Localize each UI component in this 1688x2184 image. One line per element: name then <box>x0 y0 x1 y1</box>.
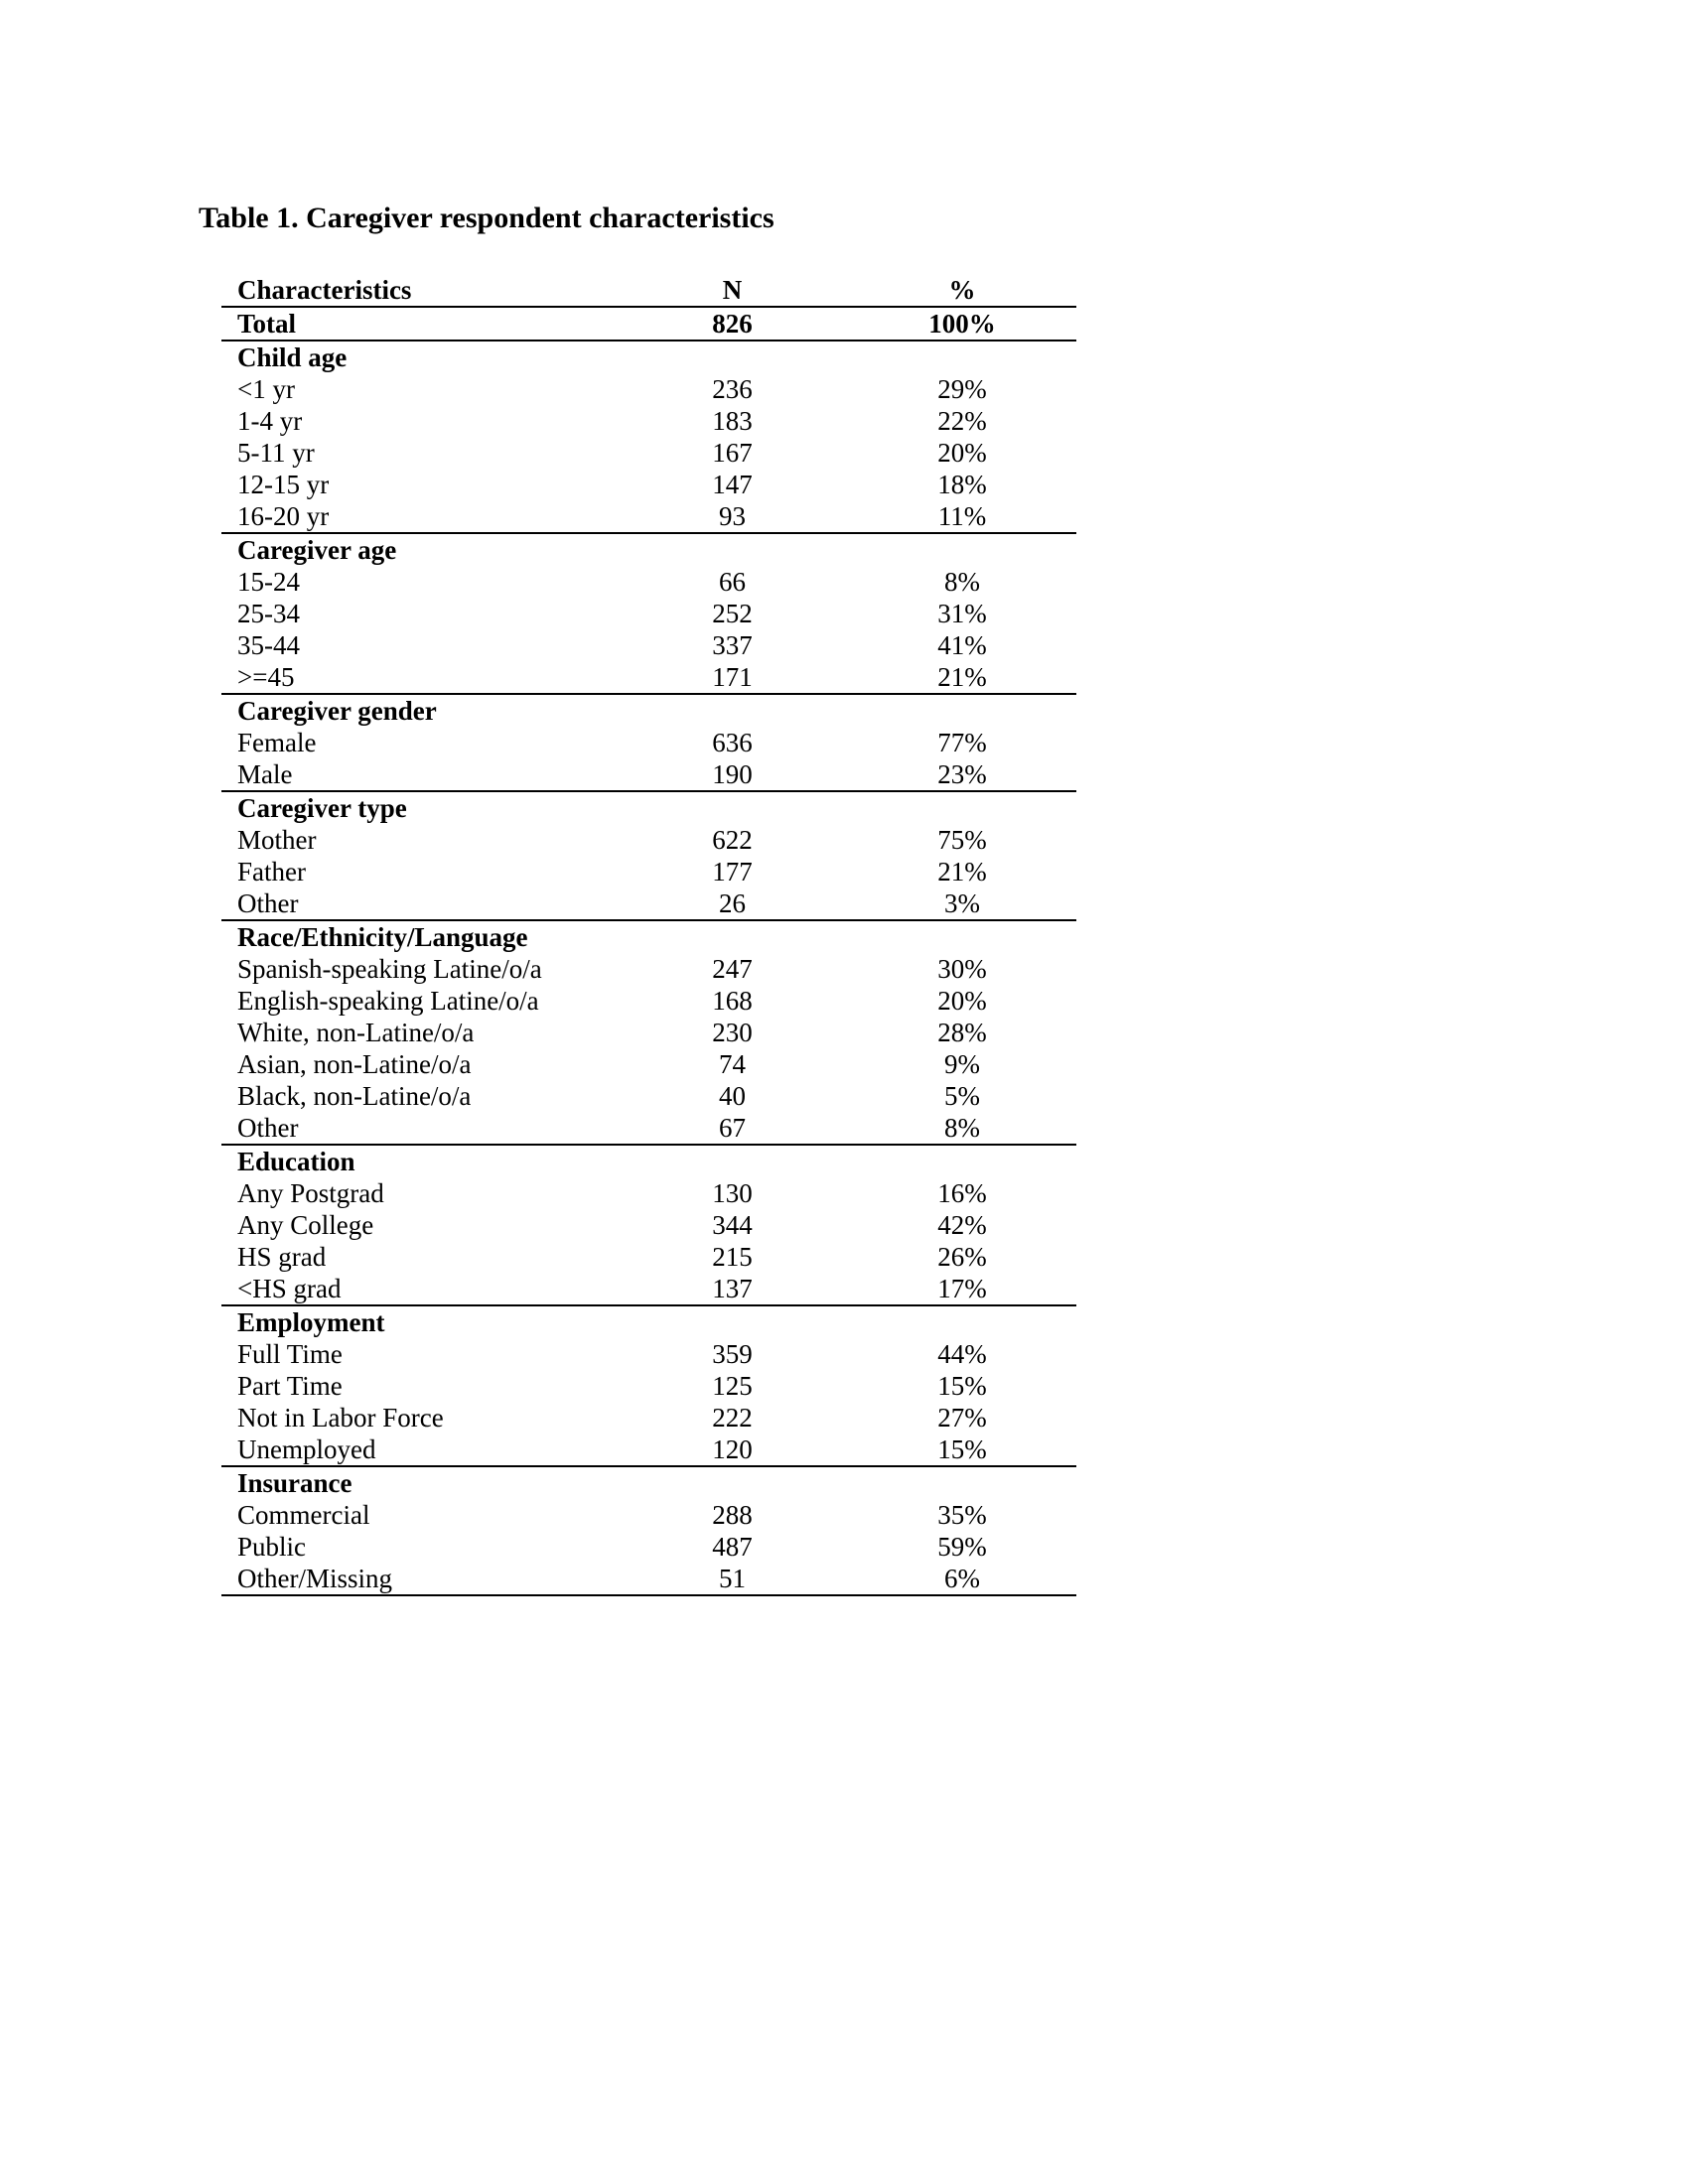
row-label: Mother <box>237 825 317 855</box>
row-percent: 18% <box>937 470 987 499</box>
row-percent: 5% <box>944 1081 980 1111</box>
row-label: Part Time <box>237 1371 343 1401</box>
group-header-empty-cell <box>848 1145 1076 1177</box>
table-row <box>221 1563 1076 1595</box>
row-percent: 75% <box>937 825 987 855</box>
row-percent: 3% <box>848 887 1076 920</box>
row-n: 622 <box>712 825 753 855</box>
page-title: Table 1. Caregiver respondent characteristics <box>199 202 774 234</box>
group-header-row <box>221 1466 1076 1499</box>
row-n: 359 <box>712 1339 753 1369</box>
row-label: >=45 <box>221 661 617 694</box>
group-header-row <box>221 341 1076 373</box>
row-n: 74 <box>719 1049 746 1079</box>
group-header-empty-cell <box>617 1466 848 1499</box>
row-n: 167 <box>712 438 753 468</box>
table-row <box>221 661 1076 694</box>
group-header: Employment <box>237 1307 385 1337</box>
row-n: 344 <box>712 1210 753 1240</box>
header-row <box>221 274 1076 307</box>
row-n: 168 <box>712 986 753 1016</box>
row-percent: 8% <box>944 567 980 597</box>
row-label: Commercial <box>237 1500 370 1530</box>
group-header-empty-cell <box>617 341 848 373</box>
row-percent: 28% <box>937 1018 987 1047</box>
table-row <box>221 500 1076 533</box>
row-percent: 26% <box>937 1242 987 1272</box>
row-n: 177 <box>712 857 753 887</box>
row-percent: 27% <box>937 1403 987 1433</box>
row-percent: 21% <box>848 661 1076 694</box>
table-row <box>221 405 1076 437</box>
row-n: 26 <box>617 887 848 920</box>
total-label: Total <box>221 307 617 341</box>
total-row <box>221 307 1076 341</box>
table-row <box>221 727 1076 758</box>
characteristics-table <box>221 274 1076 1596</box>
table-row <box>221 1017 1076 1048</box>
table-row <box>221 1402 1076 1433</box>
row-label: White, non-Latine/o/a <box>237 1018 475 1047</box>
header-n: N <box>617 274 848 307</box>
group-header-empty-cell <box>617 1305 848 1338</box>
row-percent: 29% <box>937 374 987 404</box>
table-row <box>221 629 1076 661</box>
row-label: <1 yr <box>237 374 295 404</box>
table-row <box>221 437 1076 469</box>
row-label: Father <box>237 857 306 887</box>
group-header: Insurance <box>237 1468 352 1498</box>
table-row <box>221 824 1076 856</box>
group-header-row <box>221 1145 1076 1177</box>
table-row <box>221 1273 1076 1305</box>
header-characteristics: Characteristics <box>221 274 617 307</box>
row-label: Asian, non-Latine/o/a <box>237 1049 472 1079</box>
row-label: English-speaking Latine/o/a <box>237 986 539 1016</box>
row-label: Spanish-speaking Latine/o/a <box>237 954 542 984</box>
row-n: 230 <box>712 1018 753 1047</box>
table-row <box>221 887 1076 920</box>
header-percent: % <box>848 274 1076 307</box>
table-row <box>221 1241 1076 1273</box>
row-label: 1-4 yr <box>237 406 303 436</box>
group-header-empty-cell <box>617 920 848 953</box>
row-n: 171 <box>617 661 848 694</box>
row-percent: 77% <box>937 728 987 757</box>
total-n: 826 <box>617 307 848 341</box>
table-body <box>221 307 1076 1595</box>
table-row <box>221 758 1076 791</box>
row-label: Full Time <box>237 1339 343 1369</box>
group-header-row <box>221 533 1076 566</box>
row-percent: 35% <box>937 1500 987 1530</box>
row-percent: 15% <box>848 1433 1076 1466</box>
row-label: HS grad <box>237 1242 327 1272</box>
group-header: Race/Ethnicity/Language <box>237 922 528 952</box>
row-n: 487 <box>712 1532 753 1562</box>
row-percent: 9% <box>944 1049 980 1079</box>
table-row <box>221 1433 1076 1466</box>
row-label: Other <box>221 887 617 920</box>
row-percent: 21% <box>937 857 987 887</box>
row-n: 51 <box>617 1563 848 1595</box>
table-row <box>221 1048 1076 1080</box>
row-n: 147 <box>712 470 753 499</box>
table-row <box>221 1177 1076 1209</box>
row-percent: 23% <box>848 758 1076 791</box>
group-header-row <box>221 920 1076 953</box>
row-n: 40 <box>719 1081 746 1111</box>
table-row <box>221 1531 1076 1563</box>
row-label: Other <box>221 1112 617 1145</box>
row-n: 137 <box>617 1273 848 1305</box>
table-row <box>221 1112 1076 1145</box>
row-n: 190 <box>617 758 848 791</box>
row-n: 247 <box>712 954 753 984</box>
row-percent: 17% <box>848 1273 1076 1305</box>
group-header-empty-cell <box>617 1145 848 1177</box>
row-label: Any Postgrad <box>237 1178 384 1208</box>
group-header-empty-cell <box>848 694 1076 727</box>
group-header-row <box>221 791 1076 824</box>
row-n: 125 <box>712 1371 753 1401</box>
row-n: 120 <box>617 1433 848 1466</box>
row-n: 93 <box>617 500 848 533</box>
row-percent: 59% <box>937 1532 987 1562</box>
table-row <box>221 469 1076 500</box>
row-percent: 16% <box>937 1178 987 1208</box>
group-header-empty-cell <box>848 920 1076 953</box>
row-label: <HS grad <box>221 1273 617 1305</box>
group-header-empty-cell <box>617 694 848 727</box>
row-n: 130 <box>712 1178 753 1208</box>
table-row <box>221 985 1076 1017</box>
row-label: 15-24 <box>237 567 300 597</box>
row-percent: 15% <box>937 1371 987 1401</box>
group-header-empty-cell <box>617 791 848 824</box>
row-n: 288 <box>712 1500 753 1530</box>
group-header: Child age <box>237 342 348 372</box>
row-label: 12-15 yr <box>237 470 330 499</box>
row-n: 222 <box>712 1403 753 1433</box>
table-row <box>221 373 1076 405</box>
table-row <box>221 566 1076 598</box>
row-percent: 44% <box>937 1339 987 1369</box>
row-label: 16-20 yr <box>221 500 617 533</box>
total-percent: 100% <box>848 307 1076 341</box>
row-percent: 6% <box>848 1563 1076 1595</box>
row-n: 67 <box>617 1112 848 1145</box>
group-header-empty-cell <box>848 791 1076 824</box>
row-n: 252 <box>712 599 753 628</box>
group-header-empty-cell <box>848 1305 1076 1338</box>
row-label: 25-34 <box>237 599 300 628</box>
row-n: 236 <box>712 374 753 404</box>
table-row <box>221 1499 1076 1531</box>
row-percent: 22% <box>937 406 987 436</box>
row-percent: 20% <box>937 986 987 1016</box>
row-percent: 8% <box>848 1112 1076 1145</box>
row-percent: 42% <box>937 1210 987 1240</box>
row-label: Black, non-Latine/o/a <box>237 1081 472 1111</box>
group-header-row <box>221 1305 1076 1338</box>
table-header <box>221 274 1076 307</box>
row-label: 5-11 yr <box>237 438 315 468</box>
row-label: Unemployed <box>221 1433 617 1466</box>
table-row <box>221 1080 1076 1112</box>
group-header: Caregiver gender <box>237 696 437 726</box>
row-percent: 41% <box>937 630 987 660</box>
group-header-empty-cell <box>617 533 848 566</box>
table-row <box>221 856 1076 887</box>
group-header: Caregiver type <box>237 793 407 823</box>
group-header: Caregiver age <box>237 535 397 565</box>
group-header-empty-cell <box>848 341 1076 373</box>
row-label: Not in Labor Force <box>237 1403 444 1433</box>
row-label: Other/Missing <box>221 1563 617 1595</box>
table-row <box>221 598 1076 629</box>
row-label: Female <box>237 728 317 757</box>
group-header: Education <box>237 1147 355 1176</box>
row-label: Public <box>237 1532 307 1562</box>
group-header-row <box>221 694 1076 727</box>
row-n: 183 <box>712 406 753 436</box>
table-row <box>221 1370 1076 1402</box>
row-label: Male <box>221 758 617 791</box>
group-header-empty-cell <box>848 533 1076 566</box>
table-row <box>221 1338 1076 1370</box>
row-n: 636 <box>712 728 753 757</box>
group-header-empty-cell <box>848 1466 1076 1499</box>
row-percent: 31% <box>937 599 987 628</box>
table-row <box>221 1209 1076 1241</box>
row-n: 66 <box>719 567 746 597</box>
table-row <box>221 953 1076 985</box>
row-percent: 30% <box>937 954 987 984</box>
row-n: 215 <box>712 1242 753 1272</box>
row-label: 35-44 <box>237 630 300 660</box>
row-percent: 20% <box>937 438 987 468</box>
row-n: 337 <box>712 630 753 660</box>
row-label: Any College <box>237 1210 374 1240</box>
row-percent: 11% <box>848 500 1076 533</box>
